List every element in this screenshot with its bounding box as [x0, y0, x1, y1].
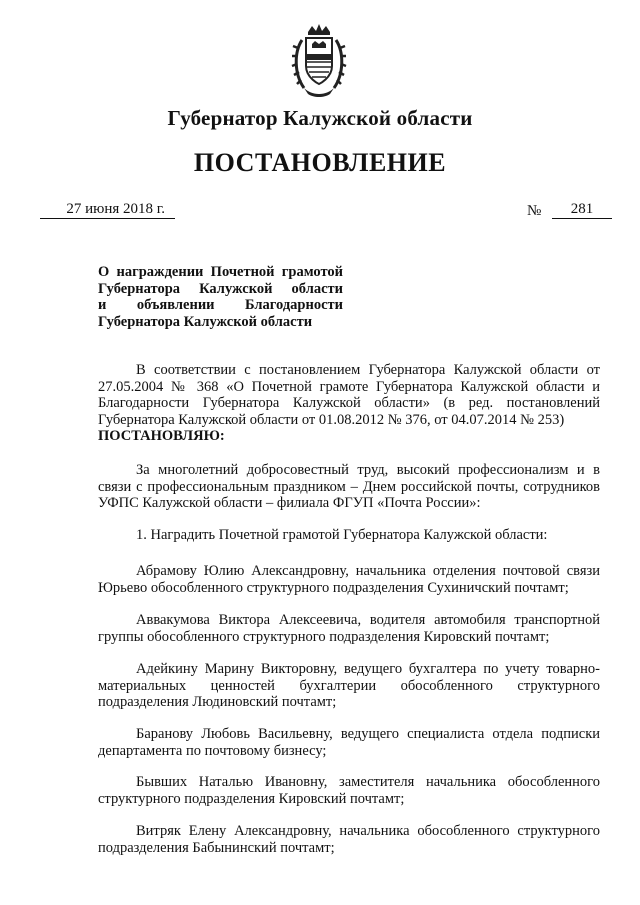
awardee-3	[98, 661, 600, 711]
subject-line-3: и объявлении Благодарности	[98, 297, 343, 313]
awardee-text: Адейкину Марину Викторовну, ведущего бухгалтера по учету товарно-материальных ценностей бухгалтерии обособленного структурного подразделения Людиновский почтамт;	[98, 661, 600, 710]
preamble-block	[98, 362, 600, 445]
number-sign: №	[527, 203, 542, 219]
preamble-text: В соответствии с постановлением Губернатора Калужской области от 27.05.2004 № 368 «О Почетной грамоте Губернатора Калужской области и Благодарности Губернатора Калужской области» (в ред. постановлений Губернатора Калужской области от 01.08.2012 № 376, от 04.07.2014 № 253)	[98, 362, 600, 428]
awardee-5	[98, 774, 600, 807]
kaluga-coat-of-arms-icon	[290, 22, 348, 102]
reason-text: За многолетний добросовестный труд, высокий профессионализм и в связи с профессиональным праздником – Днем российской почты, сотрудников УФПС Калужской области – филиала ФГУП «Почта России»:	[98, 462, 600, 511]
awardee-text: Баранову Любовь Васильевну, ведущего специалиста отдела подписки департамента по почтовому бизнесу;	[98, 726, 600, 759]
subject-line-2: Губернатора Калужской области	[98, 280, 343, 297]
document-subject	[98, 264, 343, 330]
decree-word: ПОСТАНОВЛЯЮ:	[98, 428, 225, 444]
awardee-text: Бывших Наталью Ивановну, заместителя начальника обособленного структурного подразделения Кировский почтамт;	[98, 774, 600, 807]
awardee-2	[98, 612, 600, 645]
reason-block	[98, 462, 600, 512]
document-date: 27 июня 2018 г.	[40, 200, 175, 219]
awardee-text: Абрамову Юлию Александровну, начальника отделения почтовой связи Юрьево обособленного структурного подразделения Сухиничский почтамт;	[98, 563, 600, 596]
document-number: 281	[552, 200, 612, 219]
awardee-text: Аввакумова Виктора Алексеевича, водителя автомобиля транспортной группы обособленного структурного подразделения Кировский почтамт;	[98, 612, 600, 645]
subject-line-1: О награждении Почетной грамотой	[98, 264, 343, 280]
item-1-block	[98, 527, 600, 544]
governor-title: Губернатор Калужской области	[167, 106, 473, 130]
document-type-heading: ПОСТАНОВЛЕНИЕ	[193, 148, 447, 177]
awardee-6	[98, 823, 600, 856]
awardee-1	[98, 563, 600, 596]
item-1-text: 1. Наградить Почетной грамотой Губернатора Калужской области:	[136, 527, 548, 543]
subject-line-4: Губернатора Калужской области	[98, 313, 313, 330]
awardee-text: Витряк Елену Александровну, начальника обособленного структурного подразделения Бабынинский почтамт;	[98, 823, 600, 856]
awardee-4	[98, 726, 600, 759]
